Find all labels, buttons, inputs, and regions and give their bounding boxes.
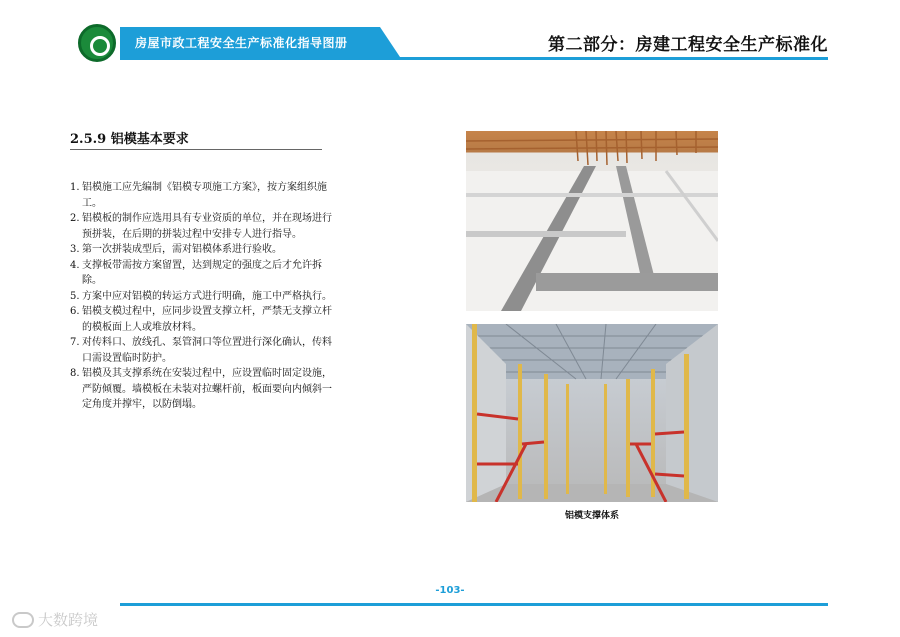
- watermark-logo-icon: [12, 612, 34, 628]
- part-title: 第二部分：房建工程安全生产标准化: [548, 35, 828, 55]
- logo-icon: [78, 24, 116, 62]
- requirements-list: [70, 180, 332, 413]
- item-text: 铝模及其支撑系统在安装过程中，应设置临时固定设施，严防倾覆。墙模板在未装对拉螺杆前，板面要向内倾斜一定角度并撑牢，以防倒塌。: [82, 368, 332, 410]
- item-text: 铝模支模过程中，应同步设置支撑立杆，严禁无支撑立杆的模板面上人或堆放材料。: [82, 306, 332, 333]
- watermark-text: 大数跨境: [38, 611, 99, 629]
- list-item: [70, 258, 332, 289]
- item-number: 7.: [70, 337, 80, 348]
- photo-caption: 铝模支撑体系: [564, 511, 619, 521]
- footer-divider: [120, 603, 828, 606]
- formwork-deck-photo: [466, 131, 718, 311]
- item-number: 2.: [70, 213, 80, 224]
- support-system-photo: [466, 324, 718, 502]
- item-text: 方案中应对铝模的转运方式进行明确，施工中严格执行。: [82, 290, 332, 302]
- item-number: 1.: [70, 182, 80, 193]
- item-text: 对传料口、放线孔、泵管洞口等位置进行深化确认，传料口需设置临时防护。: [82, 337, 332, 364]
- list-item: [70, 366, 332, 413]
- manual-title: 房屋市政工程安全生产标准化指导图册: [135, 36, 348, 50]
- list-item: [70, 242, 332, 258]
- item-number: 5.: [70, 290, 80, 302]
- list-item: [70, 304, 332, 335]
- list-item: [70, 335, 332, 366]
- list-item: [70, 211, 332, 242]
- item-number: 6.: [70, 306, 80, 317]
- section-heading: 2.5.9 铝模基本要求: [70, 132, 189, 147]
- header-divider: [120, 57, 828, 60]
- item-text: 铝模施工应先编制《铝模专项施工方案》，按方案组织施工。: [82, 182, 327, 209]
- item-number: 8.: [70, 368, 80, 379]
- item-text: 第一次拼装成型后，需对铝模体系进行验收。: [82, 244, 282, 255]
- page-number: -103-: [435, 585, 465, 596]
- section-rule: [70, 149, 322, 150]
- list-item: [70, 289, 332, 305]
- list-item: [70, 180, 332, 211]
- item-number: 4.: [70, 259, 80, 271]
- item-number: 3.: [70, 244, 80, 255]
- item-text: 支撑板带需按方案留置，达到规定的强度之后才允许拆除。: [82, 259, 322, 286]
- watermark: [12, 608, 98, 632]
- item-text: 铝模板的制作应选用具有专业资质的单位，并在现场进行预拼装，在后期的拼装过程中安排专人进行指导。: [82, 213, 332, 240]
